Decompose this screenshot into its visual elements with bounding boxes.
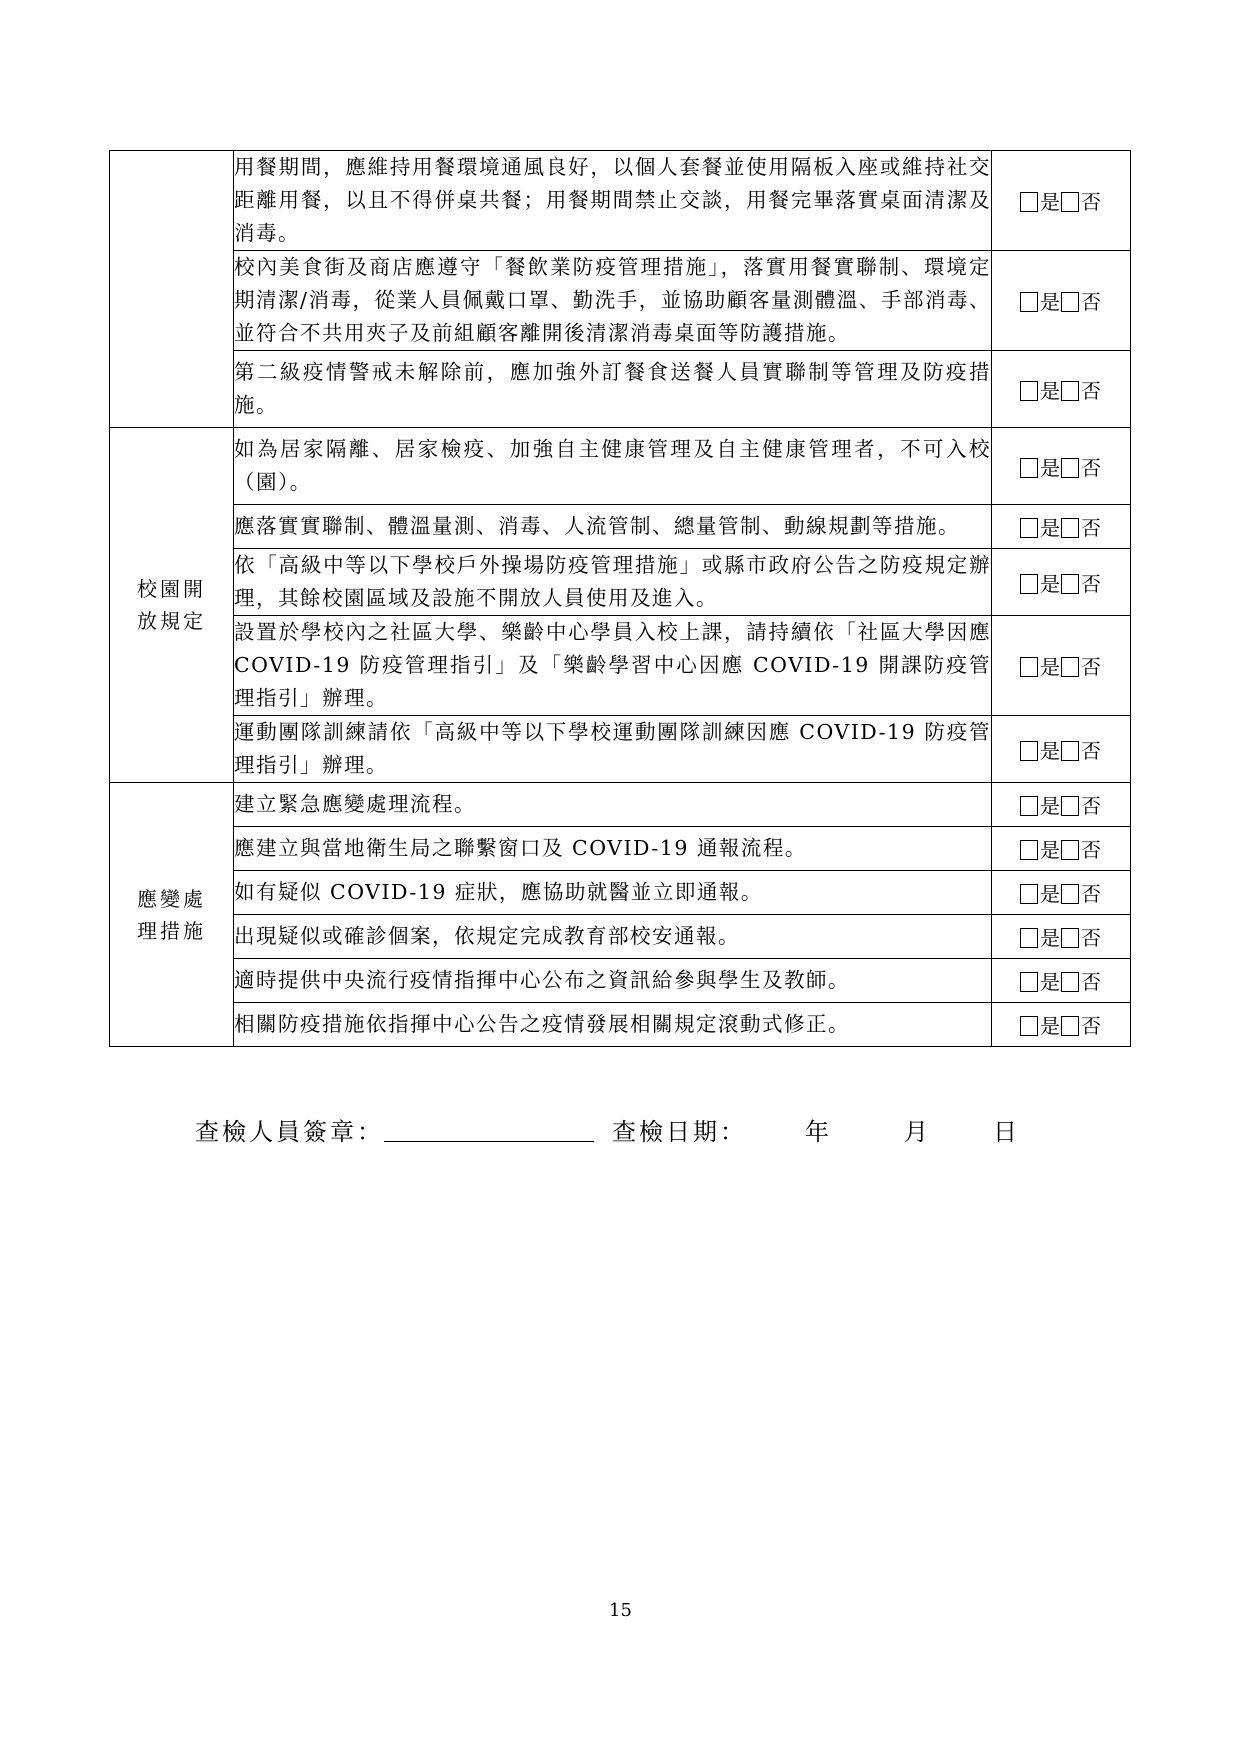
- yes-checkbox[interactable]: [1020, 840, 1038, 860]
- yes-label: 是: [1040, 738, 1060, 763]
- yes-label: 是: [1040, 655, 1060, 679]
- yes-no-cell: [992, 251, 1131, 351]
- yes-checkbox[interactable]: [1020, 574, 1038, 594]
- table-row: [110, 827, 1131, 871]
- yes-label: 是: [1040, 1014, 1060, 1038]
- inspector-signature-label: 查檢人員簽章：: [195, 1118, 384, 1146]
- yes-no-cell: [992, 616, 1131, 716]
- yes-label: 是: [1040, 970, 1060, 994]
- item-text: 適時提供中央流行疫情指揮中心公布之資訊給參與學生及教師。: [234, 959, 992, 1003]
- yes-checkbox[interactable]: [1020, 1016, 1038, 1036]
- no-label: 否: [1081, 571, 1101, 596]
- table-row: [110, 783, 1131, 827]
- item-text: 應建立與當地衛生局之聯繫窗口及 COVID-19 通報流程。: [234, 827, 992, 871]
- no-label: 否: [1081, 926, 1101, 950]
- no-checkbox[interactable]: [1061, 458, 1079, 478]
- yes-checkbox[interactable]: [1020, 381, 1038, 401]
- yes-label: 是: [1040, 926, 1060, 950]
- no-label: 否: [1081, 455, 1101, 480]
- no-label: 否: [1081, 378, 1101, 403]
- table-row: [110, 549, 1131, 616]
- no-checkbox[interactable]: [1061, 741, 1079, 761]
- table-row: [110, 251, 1131, 351]
- item-text: 應落實實聯制、體溫量測、消毒、人流管制、總量管制、動線規劃等措施。: [234, 505, 992, 549]
- item-text: 用餐期間，應維持用餐環境通風良好，以個人套餐並使用隔板入座或維持社交距離用餐，以且不得併桌共餐；用餐期間禁止交談，用餐完畢落實桌面清潔及消毒。: [234, 151, 992, 251]
- yes-no-cell: [992, 871, 1131, 915]
- yes-checkbox[interactable]: [1020, 518, 1038, 538]
- item-text: 第二級疫情警戒未解除前，應加強外訂餐食送餐人員實聯制等管理及防疫措施。: [234, 351, 992, 428]
- yes-label: 是: [1040, 455, 1060, 480]
- page-number: 15: [609, 1600, 632, 1621]
- yes-checkbox[interactable]: [1020, 928, 1038, 948]
- year-label: 年: [805, 1118, 832, 1146]
- yes-checkbox[interactable]: [1020, 972, 1038, 992]
- yes-checkbox[interactable]: [1020, 796, 1038, 816]
- yes-no-cell: [992, 827, 1131, 871]
- item-text: 建立緊急應變處理流程。: [234, 783, 992, 827]
- yes-checkbox[interactable]: [1020, 884, 1038, 904]
- yes-checkbox[interactable]: [1020, 292, 1038, 312]
- no-checkbox[interactable]: [1061, 574, 1079, 594]
- no-label: 否: [1081, 838, 1101, 862]
- no-checkbox[interactable]: [1061, 192, 1079, 212]
- yes-checkbox[interactable]: [1020, 458, 1038, 478]
- table-row: [110, 1003, 1131, 1047]
- month-label: 月: [904, 1118, 931, 1146]
- item-text: 校內美食街及商店應遵守「餐飲業防疫管理措施」，落實用餐實聯制、環境定期清潔/消毒，從業人員佩戴口罩、勤洗手，並協助顧客量測體溫、手部消毒、並符合不共用夾子及前組顧客離開後清潔消毒桌面等防護措施。: [234, 251, 992, 351]
- yes-no-cell: [992, 151, 1131, 251]
- item-text: 依「高級中等以下學校戶外操場防疫管理措施」或縣市政府公告之防疫規定辦理，其餘校園區域及設施不開放人員使用及進入。: [234, 549, 992, 616]
- no-label: 否: [1081, 290, 1101, 314]
- no-checkbox[interactable]: [1061, 884, 1079, 904]
- no-checkbox[interactable]: [1061, 381, 1079, 401]
- yes-no-cell: [992, 1003, 1131, 1047]
- item-text: 出現疑似或確診個案，依規定完成教育部校安通報。: [234, 915, 992, 959]
- no-checkbox[interactable]: [1061, 972, 1079, 992]
- table-row: [110, 716, 1131, 783]
- yes-label: 是: [1040, 794, 1060, 818]
- no-checkbox[interactable]: [1061, 657, 1079, 677]
- no-label: 否: [1081, 882, 1101, 906]
- no-checkbox[interactable]: [1061, 928, 1079, 948]
- no-label: 否: [1081, 1014, 1101, 1038]
- item-text: 設置於學校內之社區大學、樂齡中心學員入校上課，請持續依「社區大學因應 COVID-19 防疫管理指引」及「樂齡學習中心因應 COVID-19 開課防疫管理指引」辦理。: [234, 616, 992, 716]
- yes-no-cell: [992, 351, 1131, 428]
- no-checkbox[interactable]: [1061, 518, 1079, 538]
- yes-label: 是: [1040, 290, 1060, 314]
- yes-checkbox[interactable]: [1020, 192, 1038, 212]
- table-row: [110, 151, 1131, 251]
- no-checkbox[interactable]: [1061, 796, 1079, 816]
- yes-label: 是: [1040, 378, 1060, 403]
- no-checkbox[interactable]: [1061, 840, 1079, 860]
- yes-no-cell: [992, 959, 1131, 1003]
- yes-label: 是: [1040, 882, 1060, 906]
- signature-blank[interactable]: [384, 1119, 594, 1142]
- no-label: 否: [1081, 738, 1101, 763]
- no-label: 否: [1081, 190, 1101, 214]
- category-cell: [110, 151, 234, 428]
- signature-line: [195, 1112, 1020, 1147]
- table-row: [110, 616, 1131, 716]
- yes-label: 是: [1040, 838, 1060, 862]
- no-label: 否: [1081, 516, 1101, 540]
- yes-no-cell: [992, 505, 1131, 549]
- yes-no-cell: [992, 783, 1131, 827]
- category-label: 校園開放規定: [137, 577, 206, 633]
- item-text: 如有疑似 COVID-19 症狀，應協助就醫並立即通報。: [234, 871, 992, 915]
- yes-no-cell: [992, 428, 1131, 505]
- no-label: 否: [1081, 655, 1101, 679]
- item-text: 如為居家隔離、居家檢疫、加強自主健康管理及自主健康管理者，不可入校（園）。: [234, 428, 992, 505]
- table-row: [110, 505, 1131, 549]
- no-label: 否: [1081, 794, 1101, 818]
- yes-label: 是: [1040, 190, 1060, 214]
- category-cell: [110, 783, 234, 1047]
- yes-label: 是: [1040, 516, 1060, 540]
- yes-no-cell: [992, 716, 1131, 783]
- table-row: [110, 915, 1131, 959]
- day-label: 日: [993, 1118, 1020, 1146]
- checklist-body: [110, 151, 1131, 1047]
- checklist-table: [109, 150, 1131, 1047]
- table-row: [110, 959, 1131, 1003]
- item-text: 相關防疫措施依指揮中心公告之疫情發展相關規定滾動式修正。: [234, 1003, 992, 1047]
- yes-no-cell: [992, 915, 1131, 959]
- no-label: 否: [1081, 970, 1101, 994]
- no-checkbox[interactable]: [1061, 292, 1079, 312]
- no-checkbox[interactable]: [1061, 1016, 1079, 1036]
- table-row: [110, 428, 1131, 505]
- inspection-date-label: 查檢日期：: [612, 1118, 747, 1146]
- table-row: [110, 351, 1131, 428]
- table-row: [110, 871, 1131, 915]
- category-cell: [110, 428, 234, 783]
- yes-label: 是: [1040, 571, 1060, 596]
- category-label: 應變處理措施: [137, 886, 206, 943]
- item-text: 運動團隊訓練請依「高級中等以下學校運動團隊訓練因應 COVID-19 防疫管理指引」辦理。: [234, 716, 992, 783]
- yes-checkbox[interactable]: [1020, 741, 1038, 761]
- yes-no-cell: [992, 549, 1131, 616]
- yes-checkbox[interactable]: [1020, 657, 1038, 677]
